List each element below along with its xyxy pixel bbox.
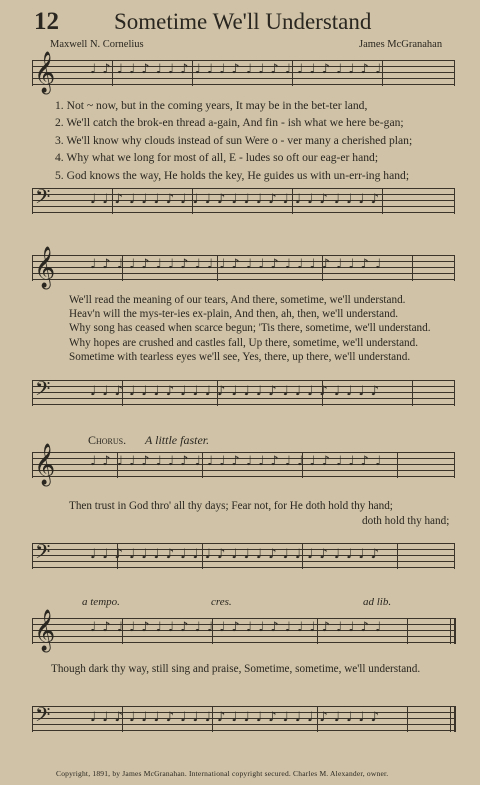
refrain-line-3: Why song has ceased when scarce begun; 'Tis there, sometime, we'll understand. [69, 322, 431, 335]
bass-notes: ♩ ♩ ♪ ♩ ♩ ♩ ♪ ♩ ♩ ♩ ♪ ♩ ♩ ♩ ♪ ♩ ♩ ♩ ♪ ♩ ♩ ♩ ♪ [90, 547, 380, 562]
treble-notes: ♩ ♪ ♩ ♩ ♪ ♩ ♩ ♪ ♩ ♩ ♩ ♪ ♩ ♩ ♪ ♩ ♩ ♩ ♪ ♩ ♩ ♪ ♩ [90, 620, 383, 635]
bass-staff [32, 377, 455, 406]
refrain-line-5: Sometime with tearless eyes we'll see, Yes, there, up there, we'll understand. [69, 350, 411, 363]
bass-clef-icon: 𝄢 [35, 703, 51, 731]
chorus-line-1-echo: doth hold thy hand; [362, 515, 450, 527]
refrain-line-4: Why hopes are crushed and castles fall, Up there, sometime, we'll understand. [69, 336, 419, 349]
treble-clef-icon: 𝄞 [34, 52, 56, 93]
bass-clef-icon: 𝄢 [35, 185, 51, 213]
bass-notes: ♩ ♩ ♪ ♩ ♩ ♩ ♪ ♩ ♩ ♩ ♪ ♩ ♩ ♩ ♪ ♩ ♩ ♩ ♪ ♩ ♩ ♩ ♪ [90, 710, 380, 725]
a-tempo-marking: a tempo. [82, 596, 120, 608]
treble-staff [32, 444, 455, 485]
verse-3: 3. We'll know why clouds instead of sun Were o - ver many a cherished plan; [55, 133, 413, 147]
bass-staff [32, 185, 455, 214]
tempo-marking: A little faster. [145, 433, 210, 447]
hymn-number: 12 [34, 8, 59, 35]
treble-staff [32, 247, 455, 288]
treble-notes: ♩ ♪ ♩ ♩ ♪ ♩ ♩ ♪ ♩ ♩ ♩ ♪ ♩ ♩ ♪ ♩ ♩ ♩ ♪ ♩ ♩ ♪ ♩ [90, 257, 383, 272]
treble-notes: ♩ ♪ ♩ ♩ ♪ ♩ ♩ ♪ ♩ ♩ ♩ ♪ ♩ ♩ ♪ ♩ ♩ ♩ ♪ ♩ ♩ ♪ ♩ [90, 62, 383, 77]
treble-clef-icon: 𝄞 [34, 247, 56, 288]
verse-lines [55, 97, 412, 184]
bass-notes: ♩ ♩ ♪ ♩ ♩ ♩ ♪ ♩ ♩ ♩ ♪ ♩ ♩ ♩ ♪ ♩ ♩ ♩ ♪ ♩ ♩ ♩ ♪ [90, 384, 380, 399]
refrain-lines [69, 293, 431, 364]
chorus-line-2: Though dark thy way, still sing and praise, Sometime, sometime, we'll understand. [51, 663, 421, 675]
verse-4: 4. Why what we long for most of all, E - ludes so oft our eag-er hand; [55, 151, 379, 165]
ad-lib-marking: ad lib. [363, 596, 392, 608]
bass-staff [32, 703, 455, 732]
verse-1: 1. Not ~ now, but in the coming years, It may be in the bet-ter land, [55, 99, 368, 112]
chorus-line-1: Then trust in God thro' all thy days; Fear not, for He doth hold thy hand; [69, 500, 393, 512]
hymn-title: Sometime We'll Understand [114, 9, 372, 34]
treble-clef-icon: 𝄞 [34, 610, 56, 651]
refrain-line-1: We'll read the meaning of our tears, And there, sometime, we'll understand. [69, 294, 406, 306]
copyright-notice: Copyright, 1891, by James McGranahan. International copyright secured. Charles M. Alexander, owner. [56, 769, 389, 778]
refrain-line-2: Heav'n will the mys-ter-ies ex-plain, And then, ah, then, we'll understand. [69, 308, 399, 321]
chorus-label: Chorus. [88, 433, 127, 447]
composer-credit: James McGranahan [359, 39, 443, 50]
verse-5: 5. God knows the way, He holds the key, He guides us with un-err-ing hand; [55, 168, 410, 182]
treble-staff [32, 610, 455, 651]
cres-marking: cres. [211, 596, 232, 608]
treble-clef-icon: 𝄞 [34, 444, 56, 485]
treble-staff [32, 52, 455, 93]
treble-notes: ♩ ♪ ♩ ♩ ♪ ♩ ♩ ♪ ♩ ♩ ♩ ♪ ♩ ♩ ♪ ♩ ♩ ♩ ♪ ♩ ♩ ♪ ♩ [90, 454, 383, 469]
bass-staff [32, 540, 455, 569]
bass-clef-icon: 𝄢 [35, 377, 51, 405]
bass-clef-icon: 𝄢 [35, 540, 51, 568]
bass-notes: ♩ ♩ ♪ ♩ ♩ ♩ ♪ ♩ ♩ ♩ ♪ ♩ ♩ ♩ ♪ ♩ ♩ ♩ ♪ ♩ ♩ ♩ ♪ [90, 192, 380, 207]
lyricist-credit: Maxwell N. Cornelius [50, 39, 144, 50]
verse-2: 2. We'll catch the brok-en thread a-gain, And fin - ish what we here be-gan; [55, 116, 404, 130]
